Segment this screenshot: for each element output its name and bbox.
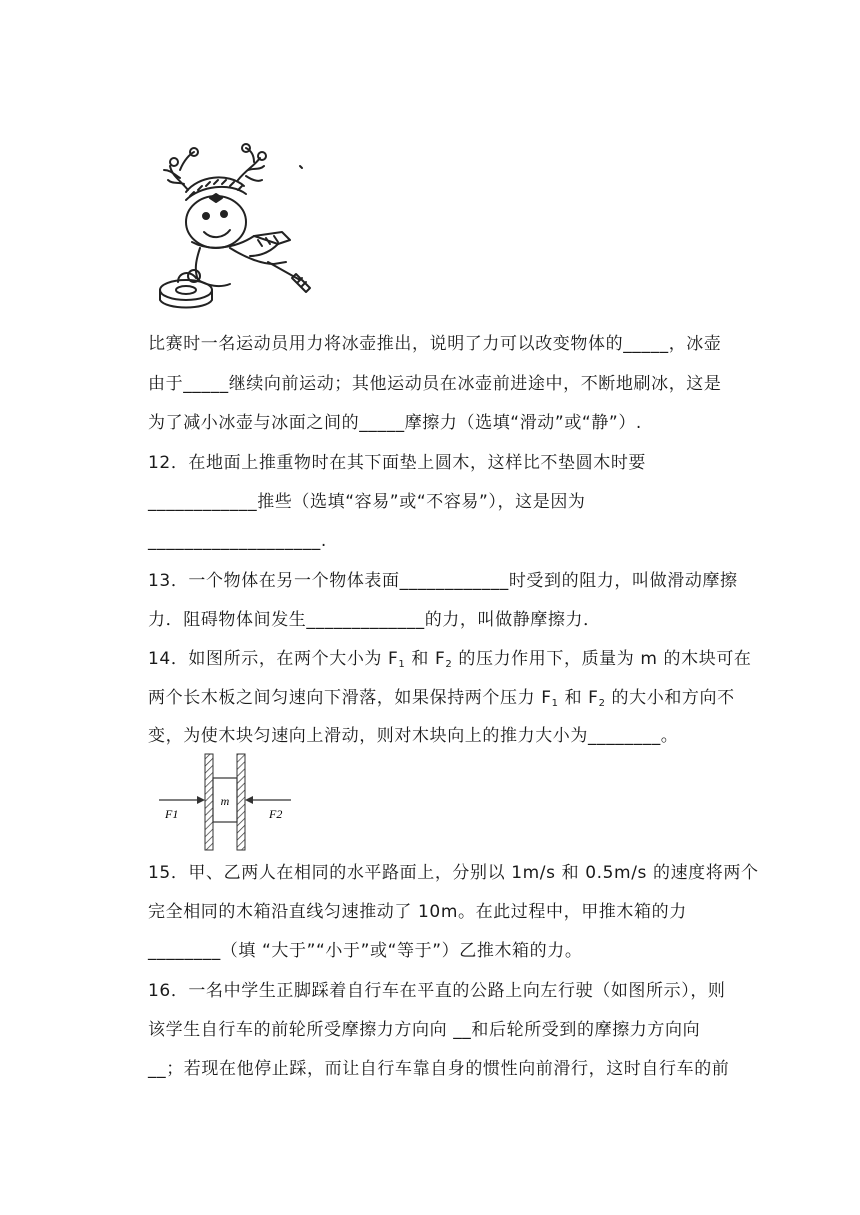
q13-line-2: 力．阻碍物体间发生_____________的力，叫做静摩擦力． — [148, 610, 601, 630]
subscript-2: 2 — [598, 698, 606, 709]
q12-line-2: ____________推些（选填“容易”或“不容易”），这是因为 — [148, 492, 586, 512]
subscript-2: 2 — [445, 659, 453, 670]
q14-line-2-part-b: 和 F — [558, 688, 599, 708]
force-arrowhead-right — [245, 796, 253, 804]
force-arrowhead-left — [197, 796, 205, 804]
right-board — [237, 754, 245, 850]
q16-line-3: __；若现在他停止踩，而让自行车靠自身的惯性向前滑行，这时自行车的前 — [148, 1059, 730, 1079]
q14-line-1-part-a: 14．如图所示，在两个大小为 F — [148, 649, 399, 669]
q15-line-1: 15．甲、乙两人在相同的水平路面上，分别以 1m/s 和 0.5m/s 的速度将两个 — [148, 863, 759, 883]
q15-line-2: 完全相同的木箱沿直线匀速推动了 10m。在此过程中，甲推木箱的力 — [148, 902, 687, 922]
q11-line-3: 为了减小冰壶与冰面之间的_____摩擦力（选填“滑动”或“静”）. — [148, 413, 642, 433]
q13-line-1: 13．一个物体在另一个物体表面____________时受到的阻力，叫做滑动摩擦 — [148, 571, 738, 591]
q14-board-block-figure — [155, 752, 295, 852]
q14-line-2 — [148, 687, 735, 715]
q15-line-3: ________（填 “大于”“小于”或“等于”）乙推木箱的力。 — [148, 941, 583, 961]
q14-line-2-part-a: 两个长木板之间匀速向下滑落，如果保持两个压力 F — [148, 688, 552, 708]
force-label-f1: F1 — [165, 807, 179, 821]
subscript-1: 1 — [398, 659, 406, 670]
q16-line-1: 16．一名中学生正脚踩着自行车在平直的公路上向左行驶（如图所示），则 — [148, 981, 726, 1001]
q14-line-1-part-b: 和 F — [405, 649, 446, 669]
q16-line-2: 该学生自行车的前轮所受摩擦力方向向 __和后轮所受到的摩擦力方向向 — [148, 1020, 701, 1040]
q14-line-1 — [148, 648, 752, 676]
left-board — [205, 754, 213, 850]
q14-line-1-part-c: 的压力作用下，质量为 m 的木块可在 — [452, 649, 752, 669]
q12-line-3: ___________________. — [148, 531, 327, 551]
q11-line-2: 由于_____继续向前运动；其他运动员在冰壶前进途中，不断地刷冰，这是 — [148, 374, 722, 394]
q14-line-3: 变，为使木块匀速向上滑动，则对木块向上的推力大小为________。 — [148, 726, 679, 746]
force-label-f2: F2 — [269, 807, 283, 821]
block-label-m: m — [220, 794, 230, 808]
curling-mascot-illustration — [150, 140, 330, 315]
subscript-1: 1 — [551, 698, 559, 709]
q11-line-1: 比赛时一名运动员用力将冰壶推出，说明了力可以改变物体的_____，冰壶 — [148, 334, 722, 354]
q12-line-1: 12．在地面上推重物时在其下面垫上圆木，这样比不垫圆木时要 — [148, 453, 647, 473]
q14-line-2-part-c: 的大小和方向不 — [605, 688, 735, 708]
